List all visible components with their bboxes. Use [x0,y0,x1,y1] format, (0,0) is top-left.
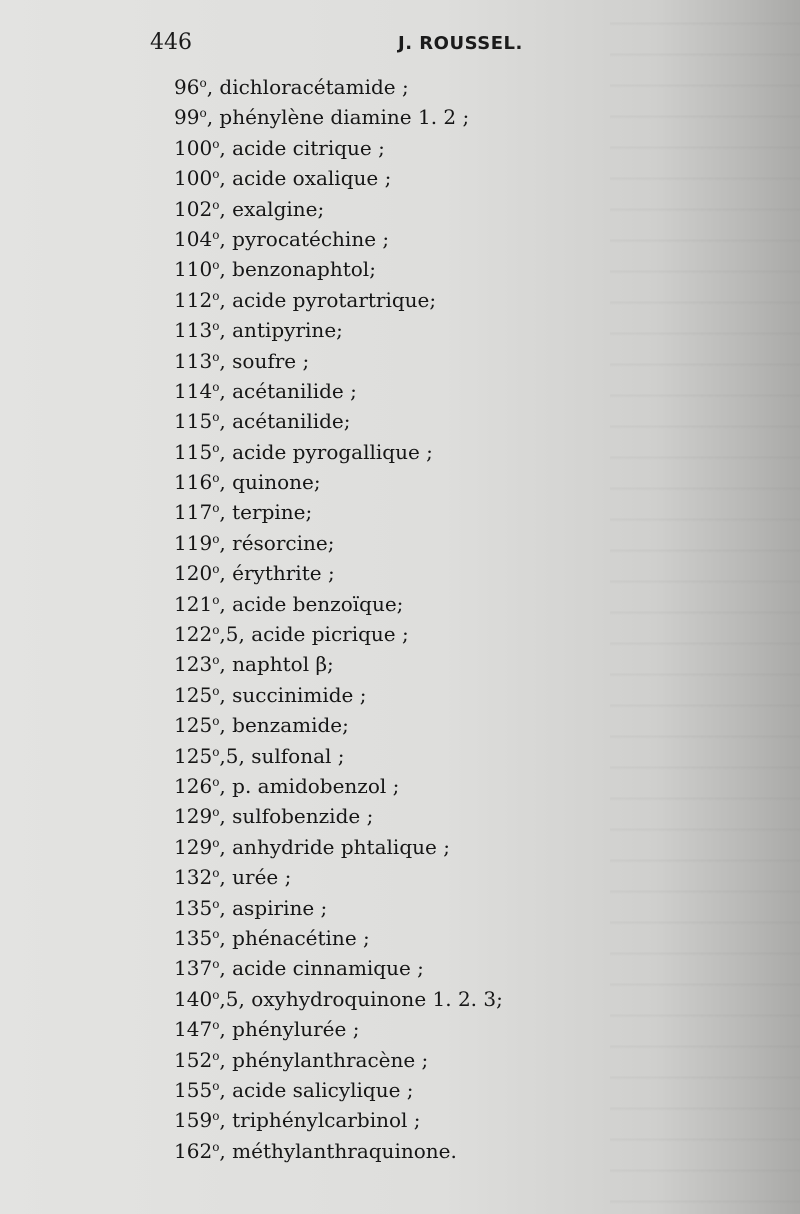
degree-value: 135 [174,895,213,920]
running-head: J. ROUSSEL. [398,33,523,54]
degree-mark: o [212,167,220,182]
degree-mark: o [212,896,220,911]
compound-name: , phénylurée ; [219,1017,360,1042]
degree-mark: o [212,227,220,242]
list-item [174,190,604,220]
degree-mark: o [212,835,220,850]
compound-name: , exalgine; [219,196,325,221]
list-item [174,1010,604,1040]
degree-fraction: ,5 [219,622,239,647]
degree-value: 125 [174,713,213,738]
compound-name: , oxyhydroquinone 1. 2. 3; [238,986,503,1011]
list-item [174,433,604,463]
degree-mark: o [212,1109,220,1124]
degree-mark: o [199,76,207,90]
degree-value: 112 [174,287,213,312]
degree-fraction: ,5 [219,743,239,768]
degree-mark: o [212,744,220,759]
degree-value: 100 [174,166,213,191]
compound-name: , p. amidobenzol ; [219,773,400,798]
degree-mark: o [212,288,220,303]
degree-value: 159 [174,1108,213,1133]
degree-value: 123 [174,652,213,677]
compound-name: , sulfobenzide ; [219,804,374,829]
compound-name: , résorcine; [219,530,335,555]
degree-mark: o [212,623,220,638]
degree-mark: o [212,197,220,212]
degree-value: 117 [174,500,213,525]
list-item [174,554,604,584]
list-item [174,767,604,797]
compound-name: , acide pyrotartrique; [219,287,437,312]
compound-name: , antipyrine; [219,318,343,343]
degree-value: 104 [174,226,213,251]
degree-value: 155 [174,1077,213,1102]
list-item [174,828,604,858]
degree-value: 115 [174,409,213,434]
compound-name: , acide picrique ; [238,622,409,647]
degree-value: 162 [174,1138,213,1163]
compound-name: , urée ; [219,865,292,890]
degree-mark: o [212,410,220,425]
list-item [174,342,604,372]
show-through-shadow [610,0,800,1214]
list-item [174,889,604,919]
degree-value: 140 [174,986,213,1011]
compound-name: , acide salicylique ; [219,1077,414,1102]
compound-name: , acétanilide ; [219,378,357,403]
compound-name: , succinimide ; [219,682,367,707]
list-item [174,493,604,523]
degree-value: 152 [174,1047,213,1072]
degree-mark: o [212,440,220,455]
list-item [174,372,604,402]
degree-mark: o [212,379,220,394]
list-item [174,524,604,554]
degree-value: 126 [174,773,213,798]
degree-mark: o [212,562,220,577]
list-item [174,585,604,615]
compound-name: , quinone; [219,470,321,495]
list-item [174,159,604,189]
degree-value: 135 [174,925,213,950]
compound-name: , acide citrique ; [219,135,385,160]
list-item [174,311,604,341]
degree-value: 102 [174,196,213,221]
list-item [174,706,604,736]
degree-mark: o [212,653,220,668]
compound-name: , acide cinnamique ; [219,956,424,981]
degree-value: 122 [174,622,213,647]
degree-mark: o [212,957,220,972]
list-item [174,858,604,888]
compound-name: , soufre ; [219,348,310,373]
degree-mark: o [212,987,220,1002]
degree-fraction: ,5 [219,986,239,1011]
compound-name: , acétanilide; [219,409,351,434]
compound-name: , terpine; [219,500,313,525]
compound-name: , triphénylcarbinol ; [219,1108,421,1133]
degree-value: 110 [174,257,213,282]
degree-value: 113 [174,348,213,373]
degree-value: 115 [174,439,213,464]
compound-name: , phénylanthracène ; [219,1047,429,1072]
page-header [150,30,550,60]
list-item [174,1101,604,1131]
degree-value: 114 [174,378,213,403]
degree-value: 132 [174,865,213,890]
list-item [174,949,604,979]
degree-mark: o [212,1139,220,1154]
degree-value: 119 [174,530,213,555]
compound-name: , sulfonal ; [238,743,345,768]
degree-mark: o [212,1078,220,1093]
compound-name: , aspirine ; [219,895,328,920]
list-item [174,737,604,767]
degree-value: 96 [174,75,200,99]
list-item [174,1132,604,1162]
compound-name: , acide oxalique ; [219,166,392,191]
list-item [174,250,604,280]
degree-mark: o [212,471,220,486]
list-item [174,645,604,675]
degree-mark: o [212,926,220,941]
degree-mark: o [212,683,220,698]
page-number: 446 [150,30,192,55]
list-item [174,615,604,645]
list-item [174,980,604,1010]
degree-value: 125 [174,743,213,768]
compound-name: , méthylanthraquinone. [219,1138,457,1163]
compound-name: , phénylène diamine 1. 2 ; [206,105,470,130]
degree-mark: o [212,1018,220,1033]
compound-name: , anhydride phtalique ; [219,834,450,859]
degree-mark: o [212,805,220,820]
degree-value: 147 [174,1017,213,1042]
degree-value: 129 [174,804,213,829]
degree-value: 121 [174,591,213,616]
list-item [174,281,604,311]
degree-mark: o [212,349,220,364]
degree-mark: o [212,319,220,334]
list-item [174,676,604,706]
list-item [174,797,604,827]
degree-mark: o [212,866,220,881]
list-item [174,98,604,128]
list-item [174,402,604,432]
compound-name: , pyrocatéchine ; [219,226,390,251]
degree-value: 113 [174,318,213,343]
list-item [174,1071,604,1101]
degree-value: 99 [174,105,200,130]
compound-name: , érythrite ; [219,561,335,586]
degree-mark: o [212,714,220,729]
list-item [174,129,604,159]
degree-mark: o [212,592,220,607]
degree-mark: o [212,501,220,516]
degree-value: 129 [174,834,213,859]
degree-mark: o [212,1048,220,1063]
list-item [174,919,604,949]
degree-value: 137 [174,956,213,981]
compound-name: , naphtol β; [219,652,334,677]
list-item [174,463,604,493]
degree-value: 100 [174,135,213,160]
compound-name: , acide pyrogallique ; [219,439,433,464]
degree-value: 116 [174,470,213,495]
degree-mark: o [199,106,207,121]
list-item [174,68,604,98]
degree-value: 120 [174,561,213,586]
compound-name: , benzamide; [219,713,349,738]
melting-point-list [174,68,604,1162]
degree-mark: o [212,136,220,151]
list-item [174,1041,604,1071]
compound-name: , dichloracétamide ; [206,75,409,99]
degree-value: 125 [174,682,213,707]
degree-mark: o [212,774,220,789]
compound-name: , acide benzoïque; [219,591,404,616]
compound-name: , phénacétine ; [219,925,370,950]
compound-name: , benzonaphtol; [219,257,376,282]
list-item [174,220,604,250]
degree-mark: o [212,258,220,273]
degree-mark: o [212,531,220,546]
